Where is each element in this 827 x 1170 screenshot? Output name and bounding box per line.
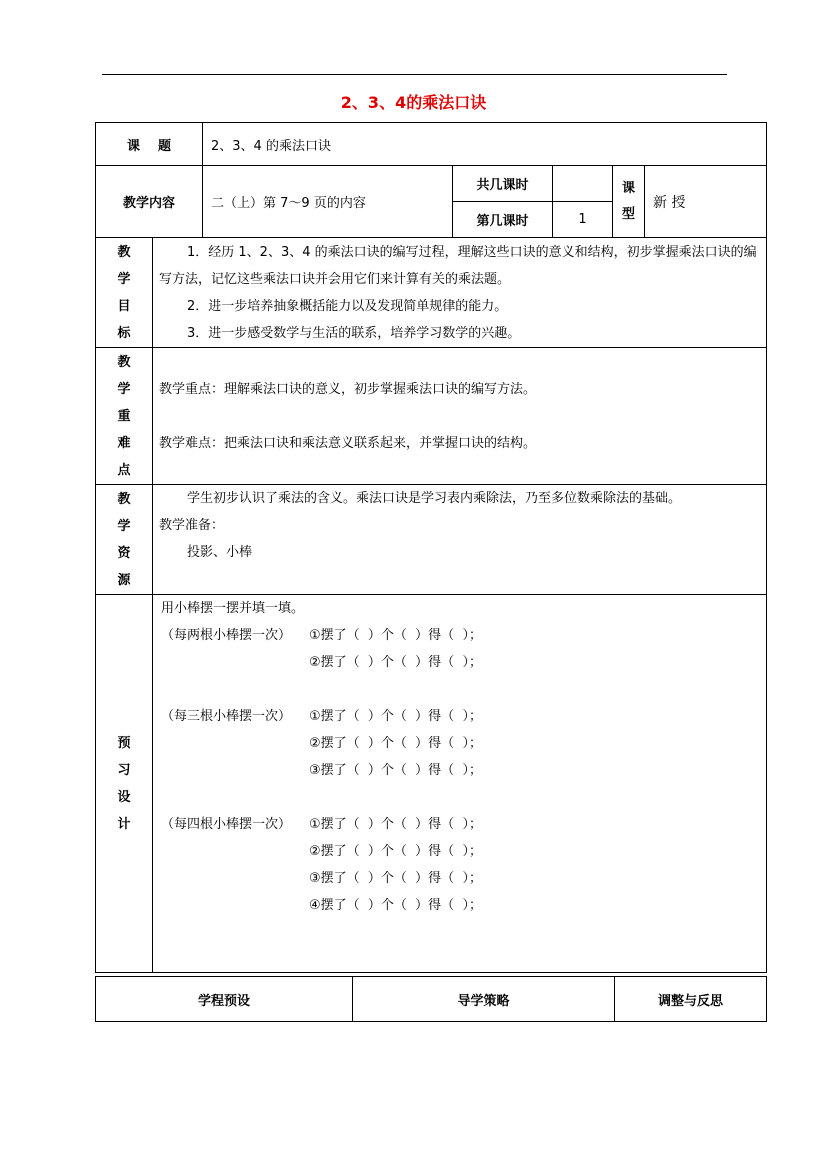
- goals-label-char: 标: [117, 325, 131, 341]
- total-hours-label: 共几课时: [453, 166, 553, 202]
- fill-blank-item: ③摆了（ ）个（ ）得（ ）；: [309, 871, 482, 886]
- keypoints-label-char: 难: [117, 435, 131, 451]
- keypoints-label-char: 学: [117, 381, 131, 397]
- fill-blank-item: ②摆了（ ）个（ ）得（ ）；: [309, 736, 482, 751]
- goals-label: [96, 238, 153, 348]
- document-title: 2、3、4的乘法口诀: [340, 93, 487, 112]
- goals-label-char: 教: [117, 244, 131, 260]
- fill-blank-item: ①摆了（ ）个（ ）得（ ）；: [309, 709, 482, 724]
- top-rule: [102, 74, 727, 75]
- teaching-difficulty: 教学难点：把乘法口诀和乘法意义联系起来，并掌握口诀的结构。: [159, 435, 537, 451]
- keypoints-label-char: 重: [117, 408, 131, 424]
- group-three-label: （每三根小棒摆一次）: [161, 709, 292, 724]
- fill-blank-item: ②摆了（ ）个（ ）得（ ）；: [309, 655, 482, 670]
- goals-content: [153, 238, 767, 348]
- fill-blank-item: ①摆了（ ）个（ ）得（ ）；: [309, 628, 482, 643]
- content-value: 二（上）第 7～9 页的内容: [203, 166, 453, 238]
- total-hours-value: [553, 166, 613, 202]
- teaching-focus: 教学重点：理解乘法口诀的意义，初步掌握乘法口诀的编写方法。: [159, 381, 537, 397]
- resources-label-char: 学: [117, 518, 131, 534]
- guidance-strategy-header: 导学策略: [353, 977, 615, 1022]
- preview-label-char: 预: [117, 735, 131, 751]
- fill-blank-item: ④摆了（ ）个（ ）得（ ）；: [309, 898, 482, 913]
- fill-blank-item: ②摆了（ ）个（ ）得（ ）；: [309, 844, 482, 859]
- adjustment-reflection-header: 调整与反思: [615, 977, 767, 1022]
- keypoints-label: [96, 348, 153, 485]
- goal-item: 1．经历 1、2、3、4 的乘法口诀的编写过程，理解这些口诀的意义和结构，初步掌握乘法口诀的编写方法，记忆这些乘法口诀并会用它们来计算有关的乘法题。: [159, 244, 757, 287]
- learning-process-header: 学程预设: [96, 977, 353, 1022]
- resources-row: [96, 485, 767, 595]
- lesson-type-label-2: 型: [622, 206, 636, 222]
- teaching-prep-label: 教学准备：: [159, 518, 225, 533]
- goals-label-char: 学: [117, 271, 131, 287]
- preview-label-char: 计: [117, 816, 131, 832]
- keypoints-row: [96, 348, 767, 485]
- topic-row: [96, 123, 767, 166]
- resources-label: [96, 485, 153, 595]
- lesson-type-value: 新 授: [645, 166, 767, 238]
- teaching-materials: 投影、小棒: [187, 545, 253, 560]
- goals-label-char: 目: [117, 298, 131, 314]
- preview-label-char: 设: [117, 789, 131, 805]
- preview-intro: 用小棒摆一摆并填一填。: [161, 601, 305, 616]
- preview-row: [96, 595, 767, 973]
- goal-item: 2．进一步培养抽象概括能力以及发现简单规律的能力。: [187, 298, 508, 314]
- content-label: 教学内容: [96, 166, 203, 238]
- fill-blank-item: ①摆了（ ）个（ ）得（ ）；: [309, 817, 482, 832]
- keypoints-content: [153, 348, 767, 485]
- fill-blank-item: ③摆了（ ）个（ ）得（ ）；: [309, 763, 482, 778]
- resources-label-char: 源: [117, 572, 131, 588]
- group-four-label: （每四根小棒摆一次）: [161, 817, 292, 832]
- goals-row: [96, 238, 767, 348]
- which-hour-value: 1: [553, 202, 613, 238]
- resources-intro: 学生初步认识了乘法的含义。乘法口诀是学习表内乘除法，乃至多位数乘除法的基础。: [187, 491, 682, 506]
- content-row: [96, 166, 767, 202]
- preview-content: [153, 595, 767, 973]
- lesson-plan-table: [95, 122, 767, 973]
- preview-group-four: [161, 811, 766, 838]
- resources-content: [153, 485, 767, 595]
- which-hour-label: 第几课时: [453, 202, 553, 238]
- topic-label: 课 题: [96, 123, 203, 166]
- group-two-label: （每两根小棒摆一次）: [161, 628, 292, 643]
- resources-label-char: 教: [117, 491, 131, 507]
- topic-value: 2、3、4 的乘法口诀: [203, 123, 767, 166]
- plan-columns-table: [95, 976, 767, 1022]
- lesson-type-label-1: 课: [622, 180, 636, 196]
- goal-item: 3．进一步感受数学与生活的联系，培养学习数学的兴趣。: [187, 325, 521, 341]
- preview-group-three: [161, 703, 766, 730]
- preview-group-two: [161, 622, 766, 649]
- keypoints-label-char: 点: [117, 462, 131, 478]
- resources-label-char: 资: [117, 545, 131, 561]
- plan-columns-header: [96, 977, 767, 1022]
- keypoints-label-char: 教: [117, 354, 131, 370]
- preview-label-char: 习: [117, 762, 131, 778]
- lesson-type-label: [613, 166, 645, 238]
- preview-label: [96, 595, 153, 973]
